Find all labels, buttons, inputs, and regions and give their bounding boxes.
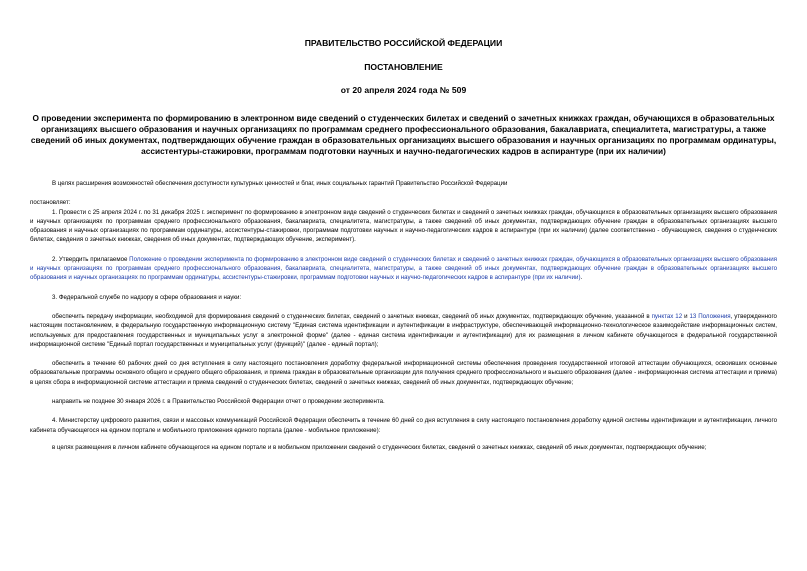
document-title: О проведении эксперимента по формированию в электронном виде сведений о студенческих билетах и сведений о зачетных книжках граждан, обучающихся в образовательных организациях высшего образования и научных организациях по программам среднего профессионального образования, бакалавриата, специалитета, магистратуры, а также сведений об иных документах, подтверждающих обучение граждан в образовательных организациях высшего образования и научных организациях по программам ординатуры, ассистентуры-стажировки, программам подготовки научных и научно-педагогических кадров в аспирантуре (при их наличии) (30, 113, 777, 156)
paragraph-4: 4. Министерству цифрового развития, связи и массовых коммуникаций Российской Федерации обеспечить в течение 60 дней со дня вступления в силу настоящего постановления доработку единой системы идентификации и аутентификации, личного кабинета обучающегося на едином портале и мобильного приложения единого портала (далее - мобильное приложение): (30, 417, 777, 434)
paragraph-3a-suffix: , утвержденного настоящим постановлением, в федеральную государственную информационную систему "Единая система идентификации и аутентификации в инфраструктуре, обеспечивающей информационно-технологическое взаимодействие информационных систем, используемых для предоставления государственных и муниципальных услуг в электронной форме" (далее - единая система идентификации и аутентификации) для их размещения в личном кабинете обучающегося в федеральной государственной информационной системе "Единый портал государственных и муниципальных услуг (функций)" (далее - единый портал); (30, 312, 777, 348)
paragraph-3a-mid: и (684, 312, 688, 320)
paragraph-3b: обеспечить в течение 60 рабочих дней со дня вступления в силу настоящего постановления доработку федеральной информационной системы обеспечения проведения государственной итоговой аттестации обучающихся, освоивших основные образовательные программы основного общего и среднего общего образования, и приема граждан в образовательные организации для получения среднего профессионального и высшего образования (далее - информационная система аттестации и приема) в целях сбора в информационной системе аттестации и приема сведений о студенческих билетах, сведений о зачетных книжках, сведений об иных документах, подтверждающих обучение; (30, 360, 777, 386)
government-name: ПРАВИТЕЛЬСТВО РОССИЙСКОЙ ФЕДЕРАЦИИ (304, 38, 503, 48)
document-type: ПОСТАНОВЛЕНИЕ (364, 62, 443, 72)
paragraph-1: 1. Провести с 25 апреля 2024 г. по 31 декабря 2025 г. эксперимент по формированию в электронном виде сведений о студенческих билетах и сведений о зачетных книжках граждан, обучающихся в образовательных организациях высшего образования и научных организациях по программам среднего профессионального образования, бакалавриата, специалитета, магистратуры, а также сведений об иных документах, подтверждающих обучение граждан в образовательных организациях высшего образования и научных организациях по программам ординатуры, ассистентуры-стажировки, программам подготовки научных и научно-педагогических кадров в аспирантуре (при их наличии) (далее соответственно - обучающиеся, сведения о студенческих билетах, сведения о зачетных книжках, сведения об иных документах, подтверждающих обучение, эксперимент). (30, 208, 777, 244)
paragraph-2-suffix: . (580, 274, 583, 282)
paragraph-3a (30, 312, 777, 349)
regulation-link[interactable]: Положение о проведении эксперимента по формированию в электронном виде сведений о студенческих билетах и сведений о зачетных книжках граждан, обучающихся в образовательных организациях высшего образования и научных организациях по программам среднего профессионального образования, бакалавриата, специалитета, магистратуры, а также сведений об иных документах, подтверждающих обучение граждан в образовательных организациях высшего образования и научных организациях по программам ординатуры, ассистентуры-стажировки, программам подготовки научных и научно-педагогических кадров в аспирантуре (при их наличии) (30, 255, 777, 282)
paragraph-3: 3. Федеральной службе по надзору в сфере образования и науки: (52, 293, 242, 301)
paragraph-2 (30, 255, 777, 283)
document-date-number: от 20 апреля 2024 года № 509 (340, 85, 467, 95)
intro-paragraph: В целях расширения возможностей обеспечения доступности культурных ценностей и благ, иных социальных гарантий Правительство Российской Федерации (52, 180, 508, 187)
clause-12-link[interactable]: пунктах 12 (651, 312, 683, 320)
paragraph-2-prefix: 2. Утвердить прилагаемое (52, 255, 128, 263)
decree-word: постановляет: (30, 199, 71, 207)
document-body (30, 179, 777, 452)
paragraph-4a: в целях размещения в личном кабинете обучающегося на едином портале и в мобильном приложении сведений о студенческих билетах, сведений о зачетных книжках, сведений об иных документах, подтверждающих обучение; (52, 443, 707, 451)
paragraph-3a-prefix: обеспечить передачу информации, необходимой для формирования сведений о студенческих билетах, сведений о зачетных книжках, сведений об иных документах, подтверждающих обучение, указанной в (52, 312, 650, 320)
clause-13-link[interactable]: 13 Положения (689, 312, 731, 320)
paragraph-3c: направить не позднее 30 января 2026 г. в Правительство Российской Федерации отчет о проведении эксперимента. (52, 398, 385, 406)
